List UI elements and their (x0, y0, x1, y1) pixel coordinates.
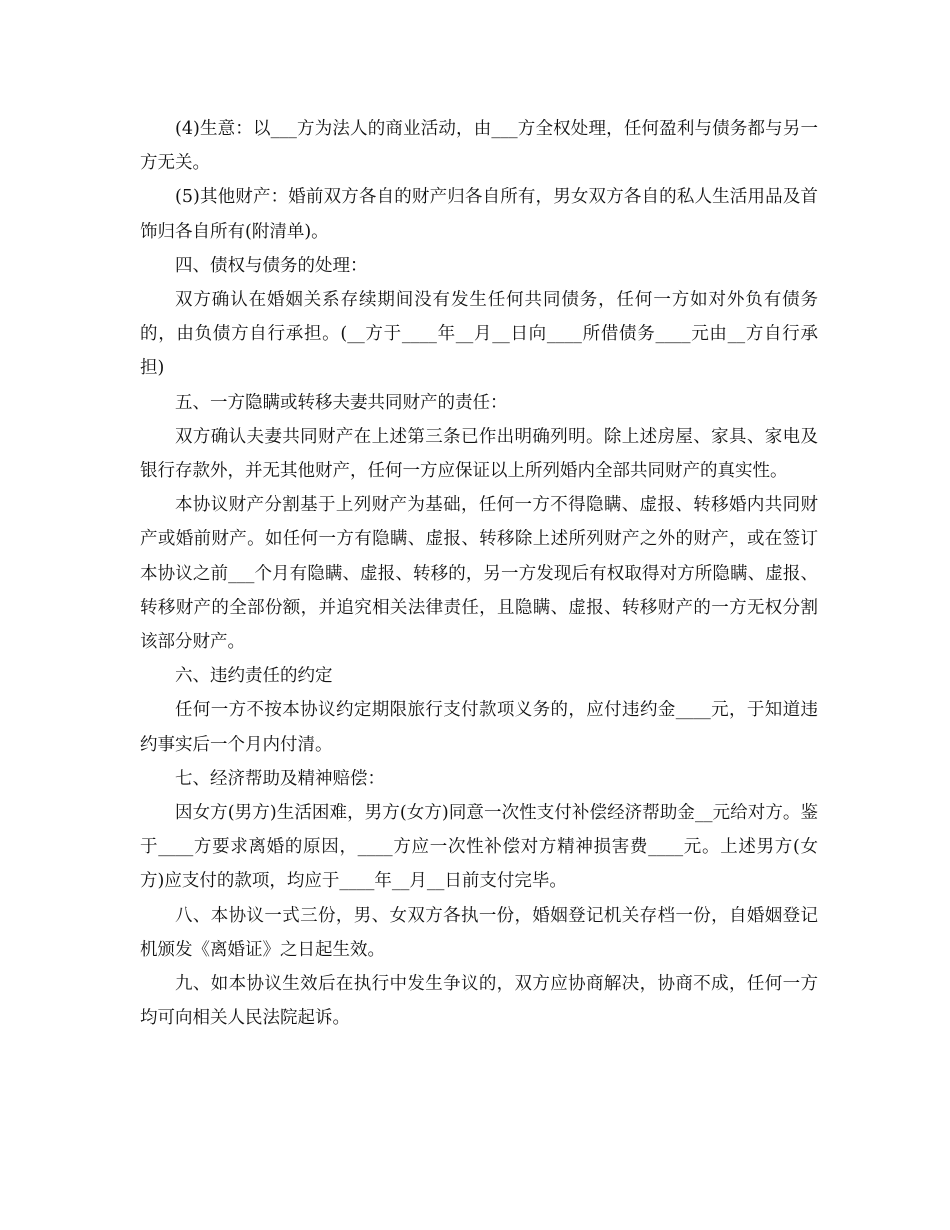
document-body (140, 112, 818, 1035)
paragraph-business: (4)生意：以___方为法人的商业活动，由___方全权处理，任何盈利与债务都与另一方无关。 (140, 119, 818, 174)
section-heading-compensation: 七、经济帮助及精神赔偿： (175, 768, 385, 789)
paragraph-compensation: 因女方(男方)生活困难，男方(女方)同意一次性支付补偿经济帮助金__元给对方。鉴于____方要求离婚的原因，____方应一次性补偿对方精神损害费____元。上述男方(女方)应支付的款项，均应于____年__月__日前支付完毕。 (140, 803, 818, 892)
paragraph-other-property: (5)其他财产：婚前双方各自的财产归各自所有，男女双方各自的私人生活用品及首饰归各自所有(附清单)。 (140, 187, 818, 242)
section-disputes: 九、如本协议生效后在执行中发生争议的，双方应协商解决，协商不成，任何一方均可向相关人民法院起诉。 (140, 974, 818, 1029)
paragraph-property-division: 本协议财产分割基于上列财产为基础，任何一方不得隐瞒、虚报、转移婚内共同财产或婚前财产。如任何一方有隐瞒、虚报、转移除上述所列财产之外的财产，或在签订本协议之前___个月有隐瞒、虚报、转移的，另一方发现后有权取得对方所隐瞒、虚报、转移财产的全部份额，并追究相关法律责任，且隐瞒、虚报、转移财产的一方无权分割该部分财产。 (140, 495, 818, 653)
section-heading-concealment: 五、一方隐瞒或转移夫妻共同财产的责任： (175, 392, 508, 413)
section-heading-debts: 四、债权与债务的处理： (175, 255, 368, 276)
section-heading-breach: 六、违约责任的约定 (175, 666, 333, 687)
section-copies-effect: 八、本协议一式三份，男、女双方各执一份，婚姻登记机关存档一份，自婚姻登记机颁发《离婚证》之日起生效。 (140, 905, 818, 960)
paragraph-debts: 双方确认在婚姻关系存续期间没有发生任何共同债务，任何一方如对外负有债务的，由负债方自行承担。(__方于____年__月__日向____所借债务____元由__方自行承担) (140, 290, 818, 379)
paragraph-breach: 任何一方不按本协议约定期限旅行支付款项义务的，应付违约金____元，于知道违约事实后一个月内付清。 (140, 700, 818, 755)
paragraph-joint-property-confirmation: 双方确认夫妻共同财产在上述第三条已作出明确列明。除上述房屋、家具、家电及银行存款外，并无其他财产，任何一方应保证以上所列婚内全部共同财产的真实性。 (140, 426, 818, 482)
